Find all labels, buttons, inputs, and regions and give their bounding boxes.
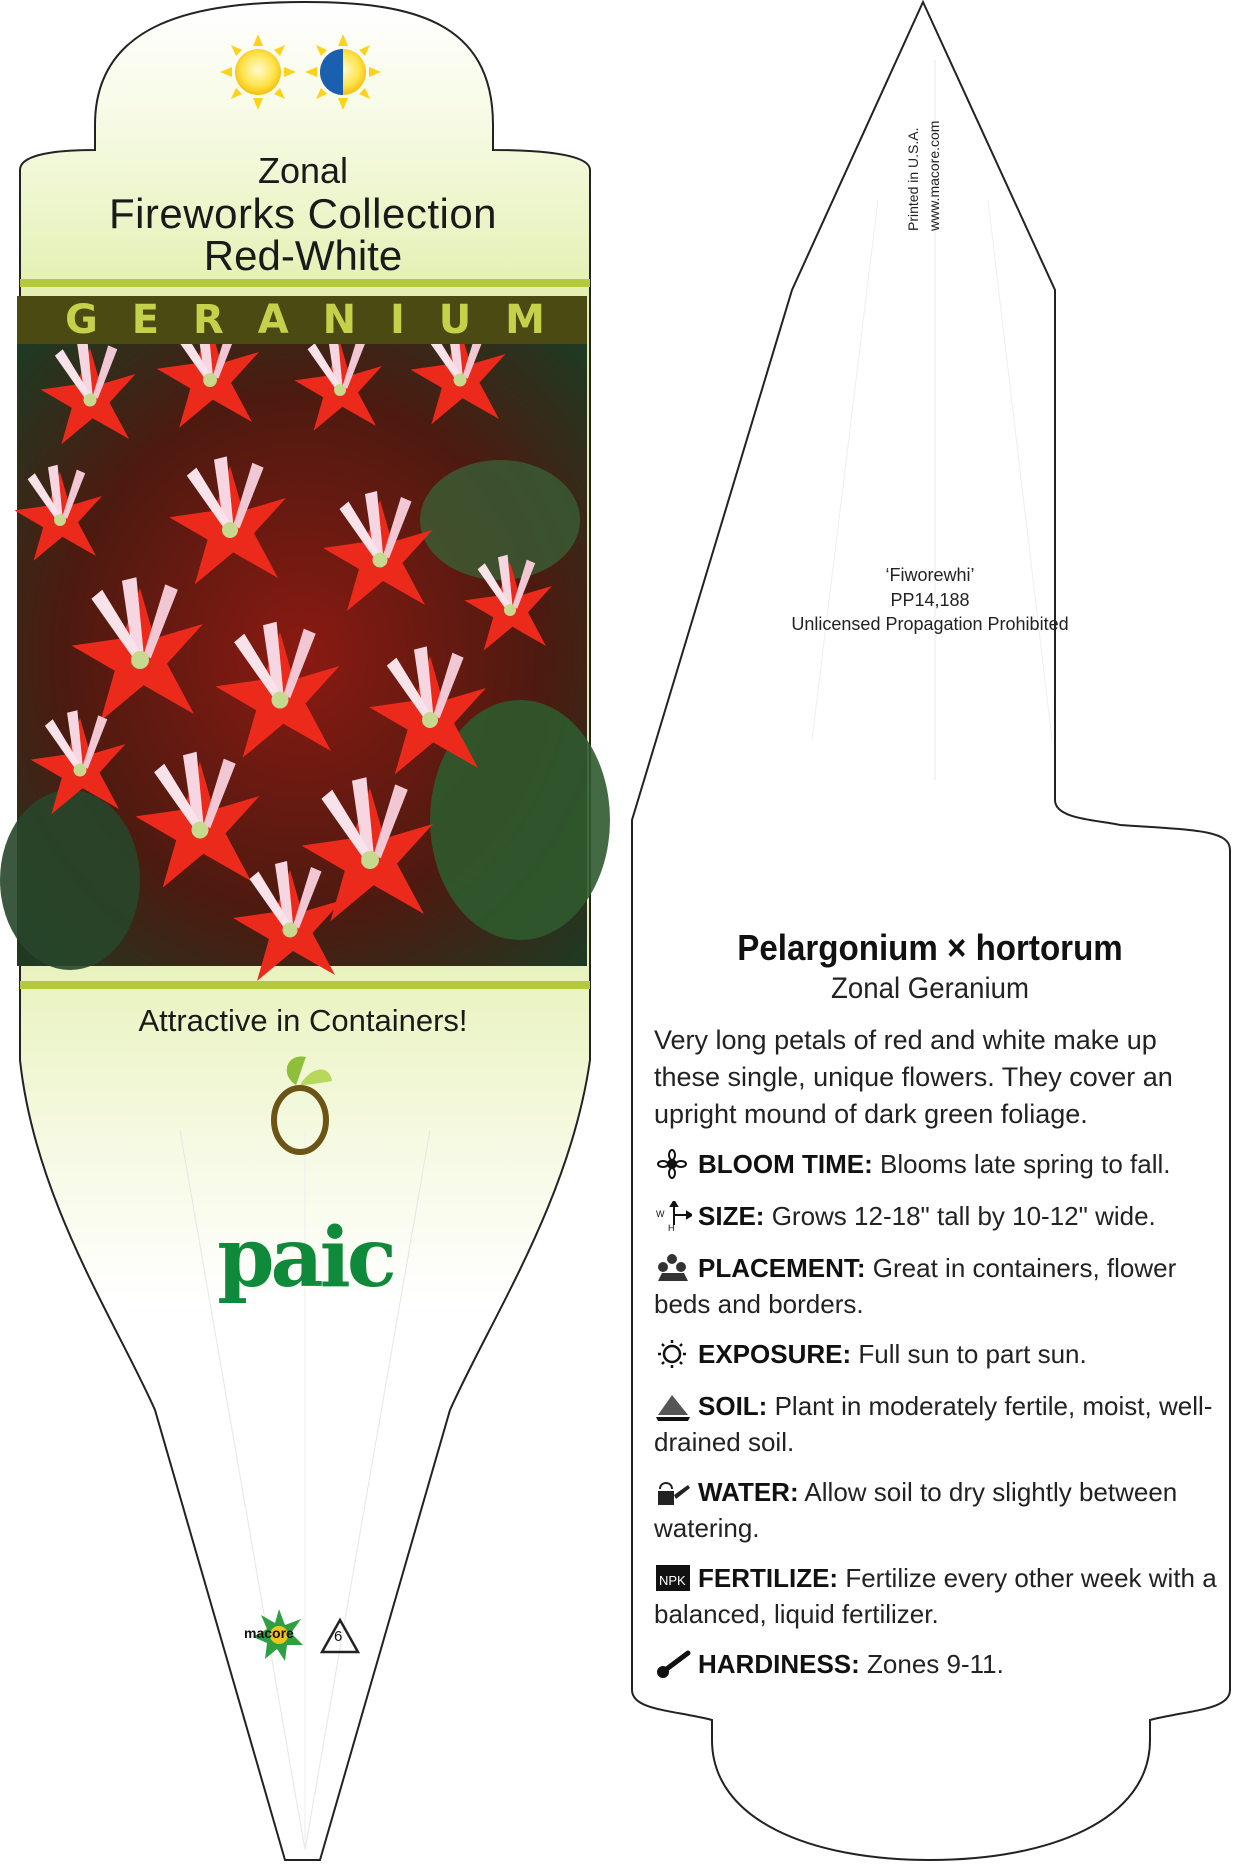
full-sun-icon [220,34,296,110]
band-letter: E [131,297,160,343]
patent-number: PP14,188 [890,590,970,610]
care-text: Grows 12-18" tall by 10-12" wide. [771,1201,1156,1231]
recycle-number: 6 [334,1628,343,1645]
watering-can-icon [654,1477,692,1507]
care-text: Full sun to part sun. [858,1339,1087,1369]
care-text: Plant in moderately fertile, moist, well-drained soil. [654,1391,1213,1457]
band-letter: U [438,297,472,343]
soil-pile-icon [654,1391,692,1421]
macore-label: macore [244,1625,294,1641]
tagline: Attractive in Containers! [138,1003,468,1038]
care-label: PLACEMENT: [698,1253,866,1283]
part-sun-icon [305,34,381,110]
band-letter: R [192,297,224,343]
band-letter: N [322,297,357,343]
care-item-placement [654,1250,1224,1322]
macore-url: www.macore.com [926,120,942,231]
care-label: EXPOSURE: [698,1339,852,1369]
svg-text:H: H [668,1223,675,1231]
printed-in-usa: Printed in U.S.A. [905,127,921,231]
care-text: Blooms late spring to fall. [880,1149,1171,1179]
sun-exposure-icon [654,1339,692,1369]
care-text: Zones 9-11. [867,1649,1004,1679]
front-title-type: Zonal [257,150,349,191]
front-title-color: Red-White [203,232,403,279]
common-name: Zonal Geranium [831,972,1029,1005]
care-text: Allow soil to dry slightly between watering. [654,1477,1178,1543]
thermometer-icon [654,1649,692,1679]
care-item-bloom-time [654,1146,1224,1182]
care-item-soil [654,1388,1224,1460]
plant-description: Very long petals of red and white make up these single, unique flowers. They cover an upright mound of dark green foliage. [654,1025,1173,1129]
geranium-band [17,296,587,344]
band-letter: G [65,297,98,343]
placement-flowers-icon [654,1253,692,1283]
care-item-size [654,1198,1224,1234]
care-item-exposure [654,1336,1224,1372]
printed-info [905,95,965,275]
size-arrows-icon [654,1201,692,1231]
care-item-water [654,1474,1224,1546]
care-label: SIZE: [698,1201,765,1231]
care-label: SOIL: [698,1391,768,1421]
band-letter: I [389,297,405,343]
care-label: FERTILIZE: [698,1563,839,1593]
care-text: Fertilize every other week with a balanced, liquid fertilizer. [654,1563,1217,1629]
geranium-photo [0,316,610,981]
care-text: Great in containers, flower beds and borders. [654,1253,1177,1319]
svg-text:NPK: NPK [659,1573,686,1588]
npk-fertilizer-icon [654,1563,692,1593]
care-item-fertilize [654,1560,1224,1632]
front-title-series: Fireworks Collection [108,190,498,237]
flower-icon [654,1149,692,1179]
paic-logo: paic [217,1210,393,1306]
band-letter: M [505,297,545,343]
care-item-hardiness [654,1646,1224,1682]
variety-name: ‘Fiworewhi’ [885,565,975,585]
care-label: WATER: [698,1477,799,1507]
care-label: BLOOM TIME: [698,1149,873,1179]
band-letter: A [257,297,289,343]
propagation-notice: Unlicensed Propagation Prohibited [791,614,1069,634]
svg-text:W: W [656,1209,665,1219]
care-label: HARDINESS: [698,1649,860,1679]
scientific-name: Pelargonium × hortorum [737,927,1123,968]
